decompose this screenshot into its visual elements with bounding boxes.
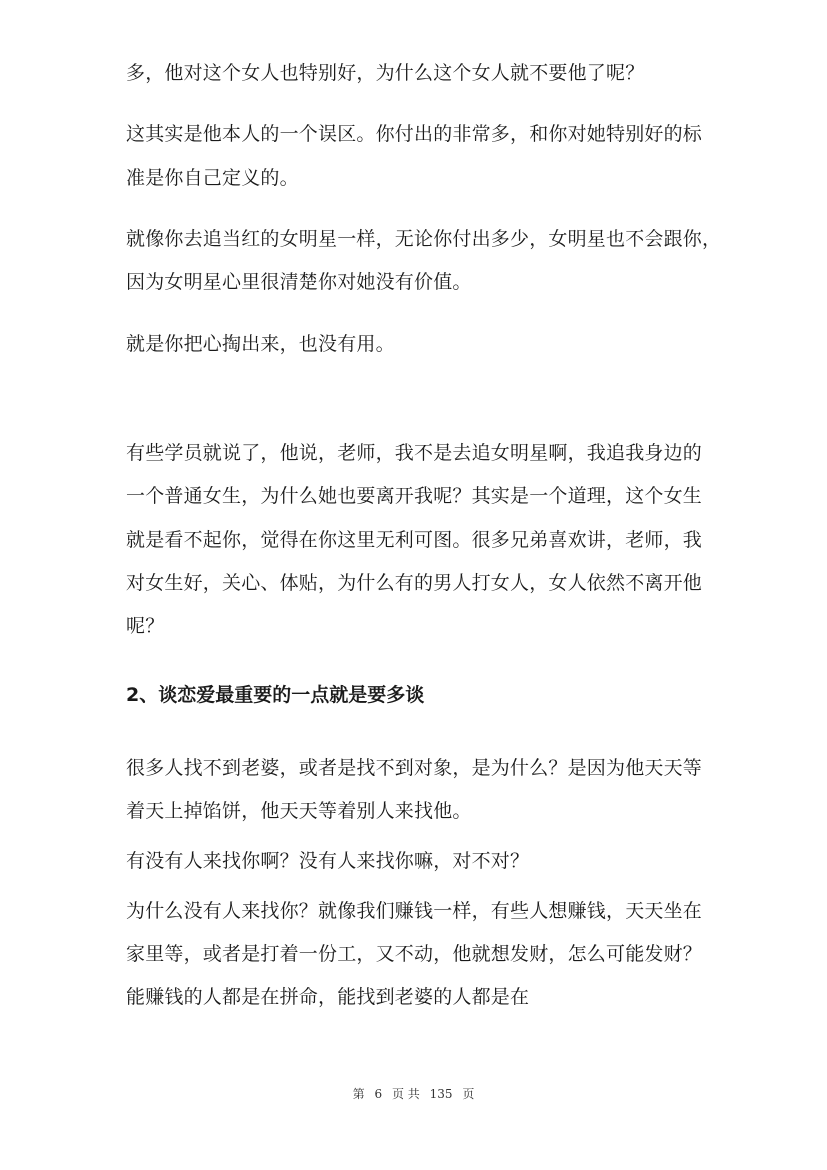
paragraph-2-line-1: 这其实是他本人的一个误区。你付出的非常多，和你对她特别好的标 — [126, 123, 703, 145]
footer-suffix: 页 — [462, 1087, 475, 1101]
section-paragraph-2-line-1: 有没有人来找你啊？没有人来找你嘛，对不对？ — [126, 850, 530, 872]
section-paragraph-1-line-1: 很多人找不到老婆，或者是找不到对象，是为什么？是因为他天天等 — [126, 757, 703, 779]
paragraph-5-line-4: 对女生好，关心、体贴，为什么有的男人打女人，女人依然不离开他 — [126, 572, 703, 594]
paragraph-5-line-3: 就是看不起你，觉得在你这里无利可图。很多兄弟喜欢讲，老师，我 — [126, 529, 703, 551]
paragraph-2-line-2: 准是你自己定义的。 — [126, 167, 299, 189]
section-paragraph-3-line-1: 为什么没有人来找你？就像我们赚钱一样，有些人想赚钱，天天坐在 — [126, 900, 703, 922]
paragraph-1-line-1: 多，他对这个女人也特别好，为什么这个女人就不要他了呢？ — [126, 62, 645, 84]
paragraph-5-line-2: 一个普通女生，为什么她也要离开我呢？其实是一个道理，这个女生 — [126, 485, 703, 507]
paragraph-4-line-1: 就是你把心掏出来，也没有用。 — [126, 333, 395, 355]
footer-mid: 页 共 — [391, 1087, 420, 1101]
section-paragraph-1-line-2: 着天上掉馅饼，他天天等着别人来找他。 — [126, 800, 472, 822]
section-paragraph-3-line-2: 家里等，或者是打着一份工，又不动，他就想发财，怎么可能发财？ — [126, 943, 703, 965]
paragraph-3-line-1: 就像你去追当红的女明星一样，无论你付出多少，女明星也不会跟你， — [126, 228, 722, 250]
section-paragraph-3-line-3: 能赚钱的人都是在拼命，能找到老婆的人都是在 — [126, 986, 530, 1008]
paragraph-5-line-1: 有些学员就说了，他说，老师，我不是去追女明星啊，我追我身边的 — [126, 442, 703, 464]
section-heading: 2、谈恋爱最重要的一点就是要多谈 — [126, 684, 425, 706]
footer-current-page: 6 — [374, 1087, 383, 1101]
paragraph-5-line-5: 呢？ — [126, 615, 165, 637]
paragraph-3-line-2: 因为女明星心里很清楚你对她没有价值。 — [126, 271, 472, 293]
footer-total-pages: 135 — [429, 1087, 453, 1101]
footer-prefix: 第 — [352, 1087, 365, 1101]
page-footer — [0, 1086, 827, 1102]
